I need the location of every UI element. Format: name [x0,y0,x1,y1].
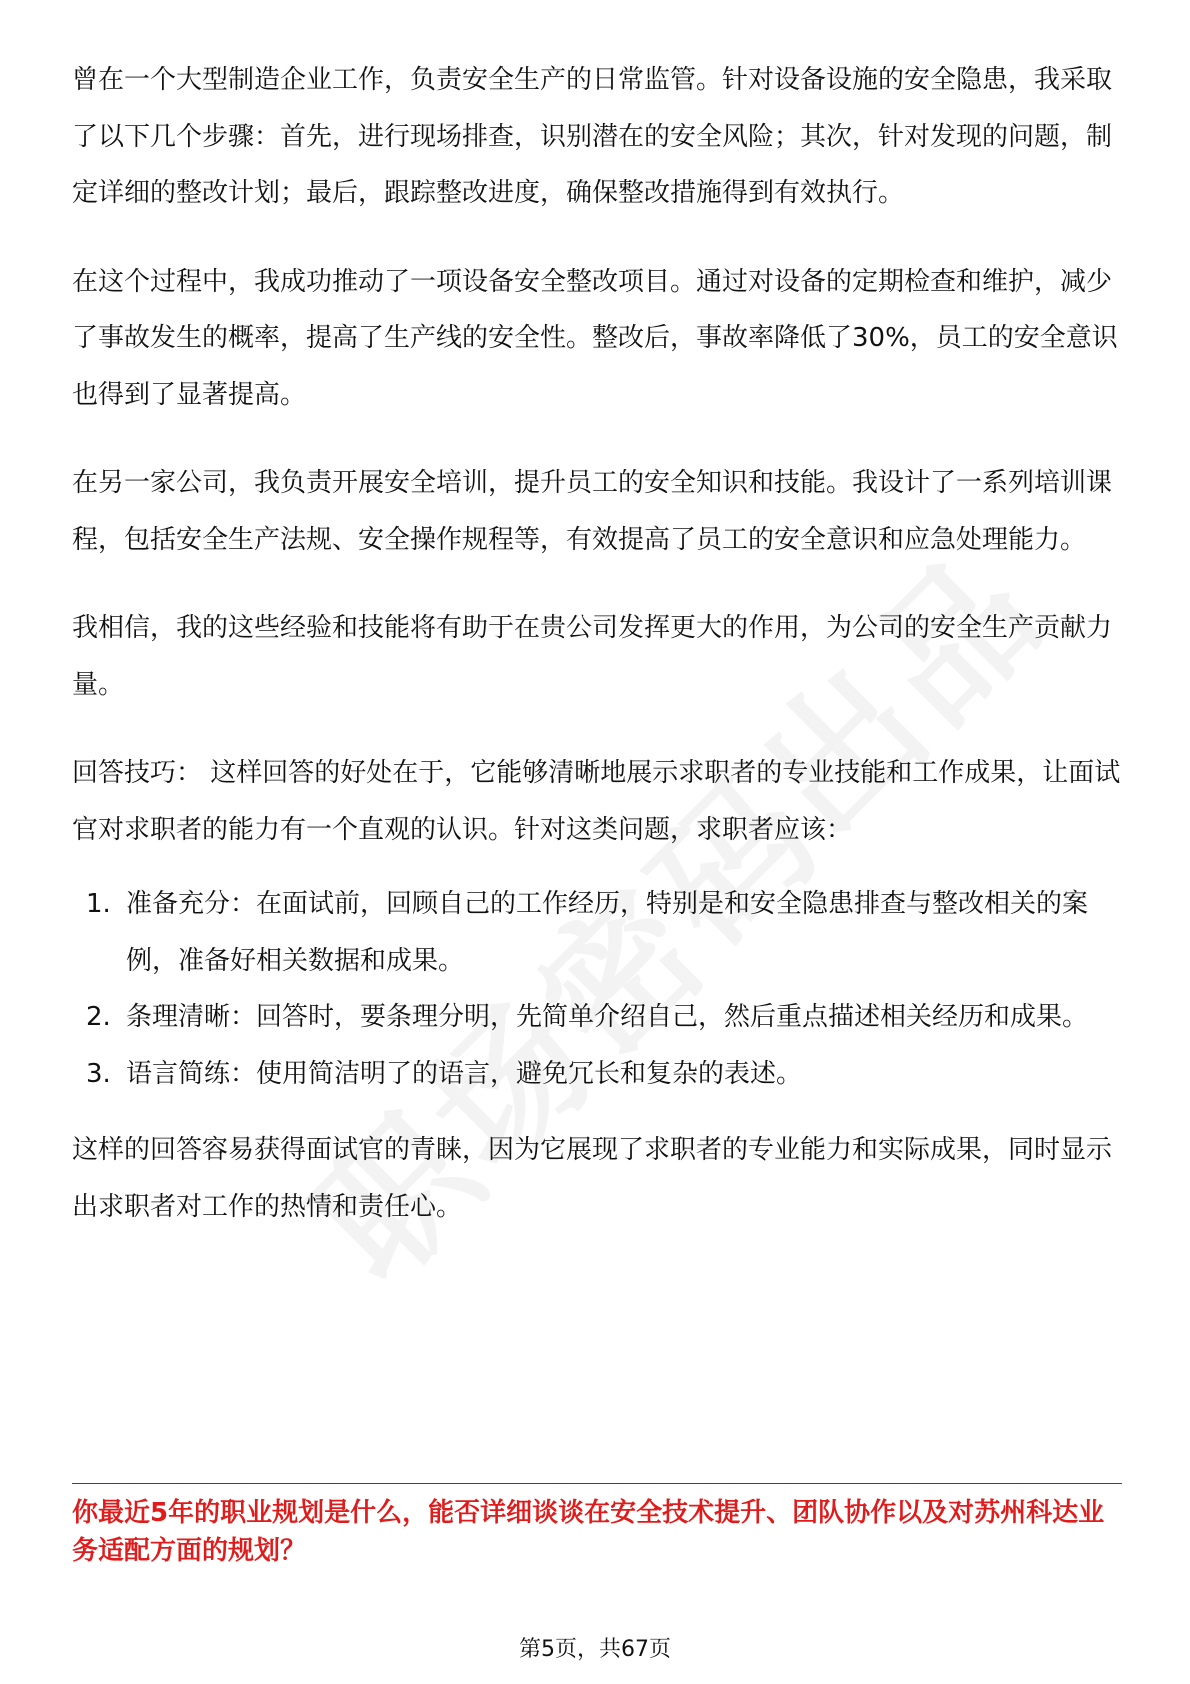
question-heading: 你最近5年的职业规划是什么，能否详细谈谈在安全技术提升、团队协作以及对苏州科达业务适配方面的规划？ [72,1498,1105,1566]
tips-list [72,876,1122,1102]
list-item [72,1046,1122,1103]
paragraph-tips: 回答技巧： 这样回答的好处在于，它能够清晰地展示求职者的专业技能和工作成果，让面试官对求职者的能力有一个直观的认识。针对这类问题，求职者应该： [72,758,1121,845]
list-item-text: 条理清晰：回答时，要条理分明，先简单介绍自己，然后重点描述相关经历和成果。 [126,1002,1089,1032]
section-divider [72,1483,1122,1484]
list-item [72,989,1122,1046]
paragraph-project: 在这个过程中，我成功推动了一项设备安全整改项目。通过对设备的定期检查和维护，减少了事故发生的概率，提高了生产线的安全性。整改后，事故率降低了30%，员工的安全意识也得到了显著提高。 [72,266,1118,410]
list-item [72,876,1122,989]
paragraph-training: 在另一家公司，我负责开展安全培训，提升员工的安全知识和技能。我设计了一系列培训课程，包括安全生产法规、安全操作规程等，有效提高了员工的安全意识和应急处理能力。 [72,468,1113,555]
list-item-number: 1. [86,889,111,919]
list-item-text: 准备充分：在面试前，回顾自己的工作经历，特别是和安全隐患排查与整改相关的案例，准备好相关数据和成果。 [126,889,1089,976]
page-number: 第5页，共67页 [519,1637,671,1662]
paragraph-experience: 曾在一个大型制造企业工作，负责安全生产的日常监管。针对设备设施的安全隐患，我采取了以下几个步骤：首先，进行现场排查，识别潜在的安全风险；其次，针对发现的问题，制定详细的整改计划；最后，跟踪整改进度，确保整改措施得到有效执行。 [72,65,1113,208]
list-item-number: 2. [86,1002,111,1032]
paragraph-closing: 这样的回答容易获得面试官的青睐，因为它展现了求职者的专业能力和实际成果，同时显示出求职者对工作的热情和责任心。 [72,1135,1113,1222]
paragraph-conclusion: 我相信，我的这些经验和技能将有助于在贵公司发挥更大的作用，为公司的安全生产贡献力量。 [72,613,1113,700]
list-item-number: 3. [86,1058,111,1089]
list-item-text: 语言简练：使用简洁明了的语言，避免冗长和复杂的表述。 [126,1058,803,1089]
answer-body [72,52,1122,1235]
